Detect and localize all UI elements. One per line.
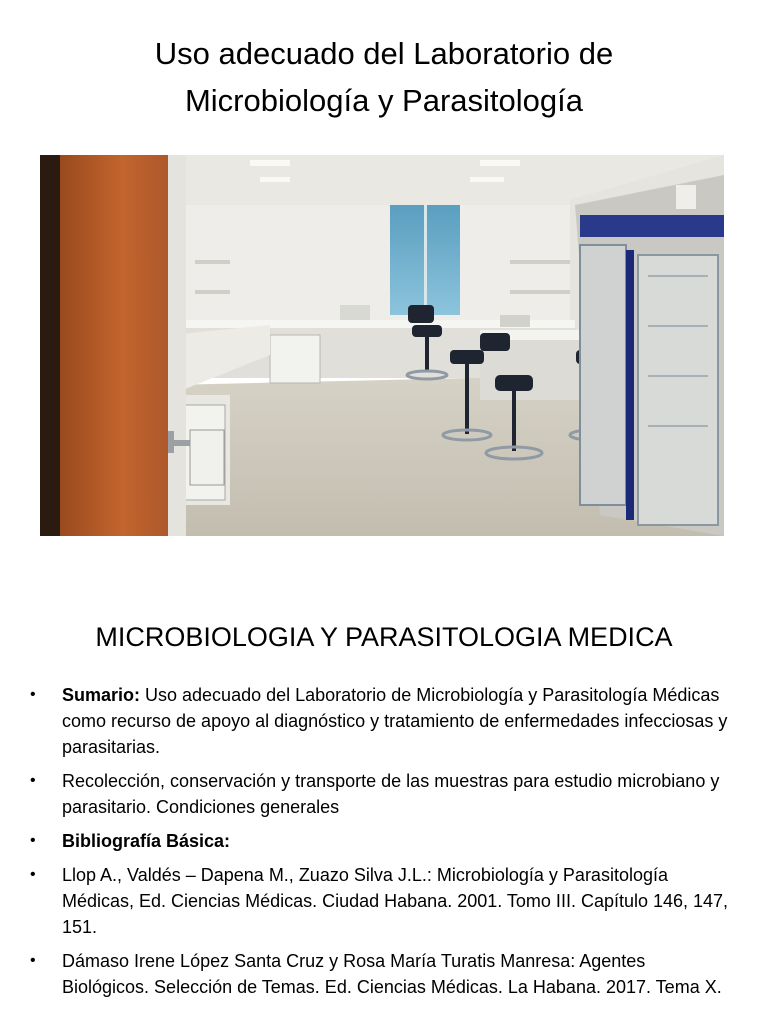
bullet-text: Uso adecuado del Laboratorio de Microbiología y Parasitología Médicas como recurso de apoyo al diagnóstico y tratamiento de enfermedades infecciosas y parasitarias. xyxy=(62,685,728,757)
bullet-item-reference-lopez xyxy=(30,948,730,1000)
bullet-glyph: • xyxy=(30,952,36,969)
bullet-text: Llop A., Valdés – Dapena M., Zuazo Silva J.L.: Microbiología y Parasitología Médicas, Ed. Ciencias Médicas. Ciudad Habana. 2001. Tomo III. Capítulo 146, 147, 151. xyxy=(62,865,729,937)
slide-title-line-1: Uso adecuado del Laboratorio de xyxy=(154,36,614,71)
bullet-item-sample-collection xyxy=(30,768,730,820)
summary-bullet-list xyxy=(30,682,730,1008)
bullet-item-bibliography-heading xyxy=(30,828,730,854)
slide-title-line-2: Microbiología y Parasitología xyxy=(184,83,584,118)
bullet-glyph: • xyxy=(30,832,36,849)
laboratory-photo xyxy=(40,155,724,536)
bullet-text: Recolección, conservación y transporte de las muestras para estudio microbiano y parasitario. Condiciones generales xyxy=(62,771,720,817)
bullet-text: Dámaso Irene López Santa Cruz y Rosa María Turatis Manresa: Agentes Biológicos. Selección de Temas. Ed. Ciencias Médicas. La Habana. 2017. Tema X. xyxy=(62,951,722,997)
slide-title xyxy=(0,30,768,124)
bullet-item-reference-llop xyxy=(30,862,730,940)
bullet-glyph: • xyxy=(30,686,36,703)
section-title: MICROBIOLOGIA Y PARASITOLOGIA MEDICA xyxy=(95,622,673,652)
bullet-glyph: • xyxy=(30,772,36,789)
bullet-glyph: • xyxy=(30,866,36,883)
bullet-label: Sumario: xyxy=(62,685,141,705)
bullet-label: Bibliografía Básica: xyxy=(62,831,231,851)
bullet-item-summary xyxy=(30,682,730,760)
